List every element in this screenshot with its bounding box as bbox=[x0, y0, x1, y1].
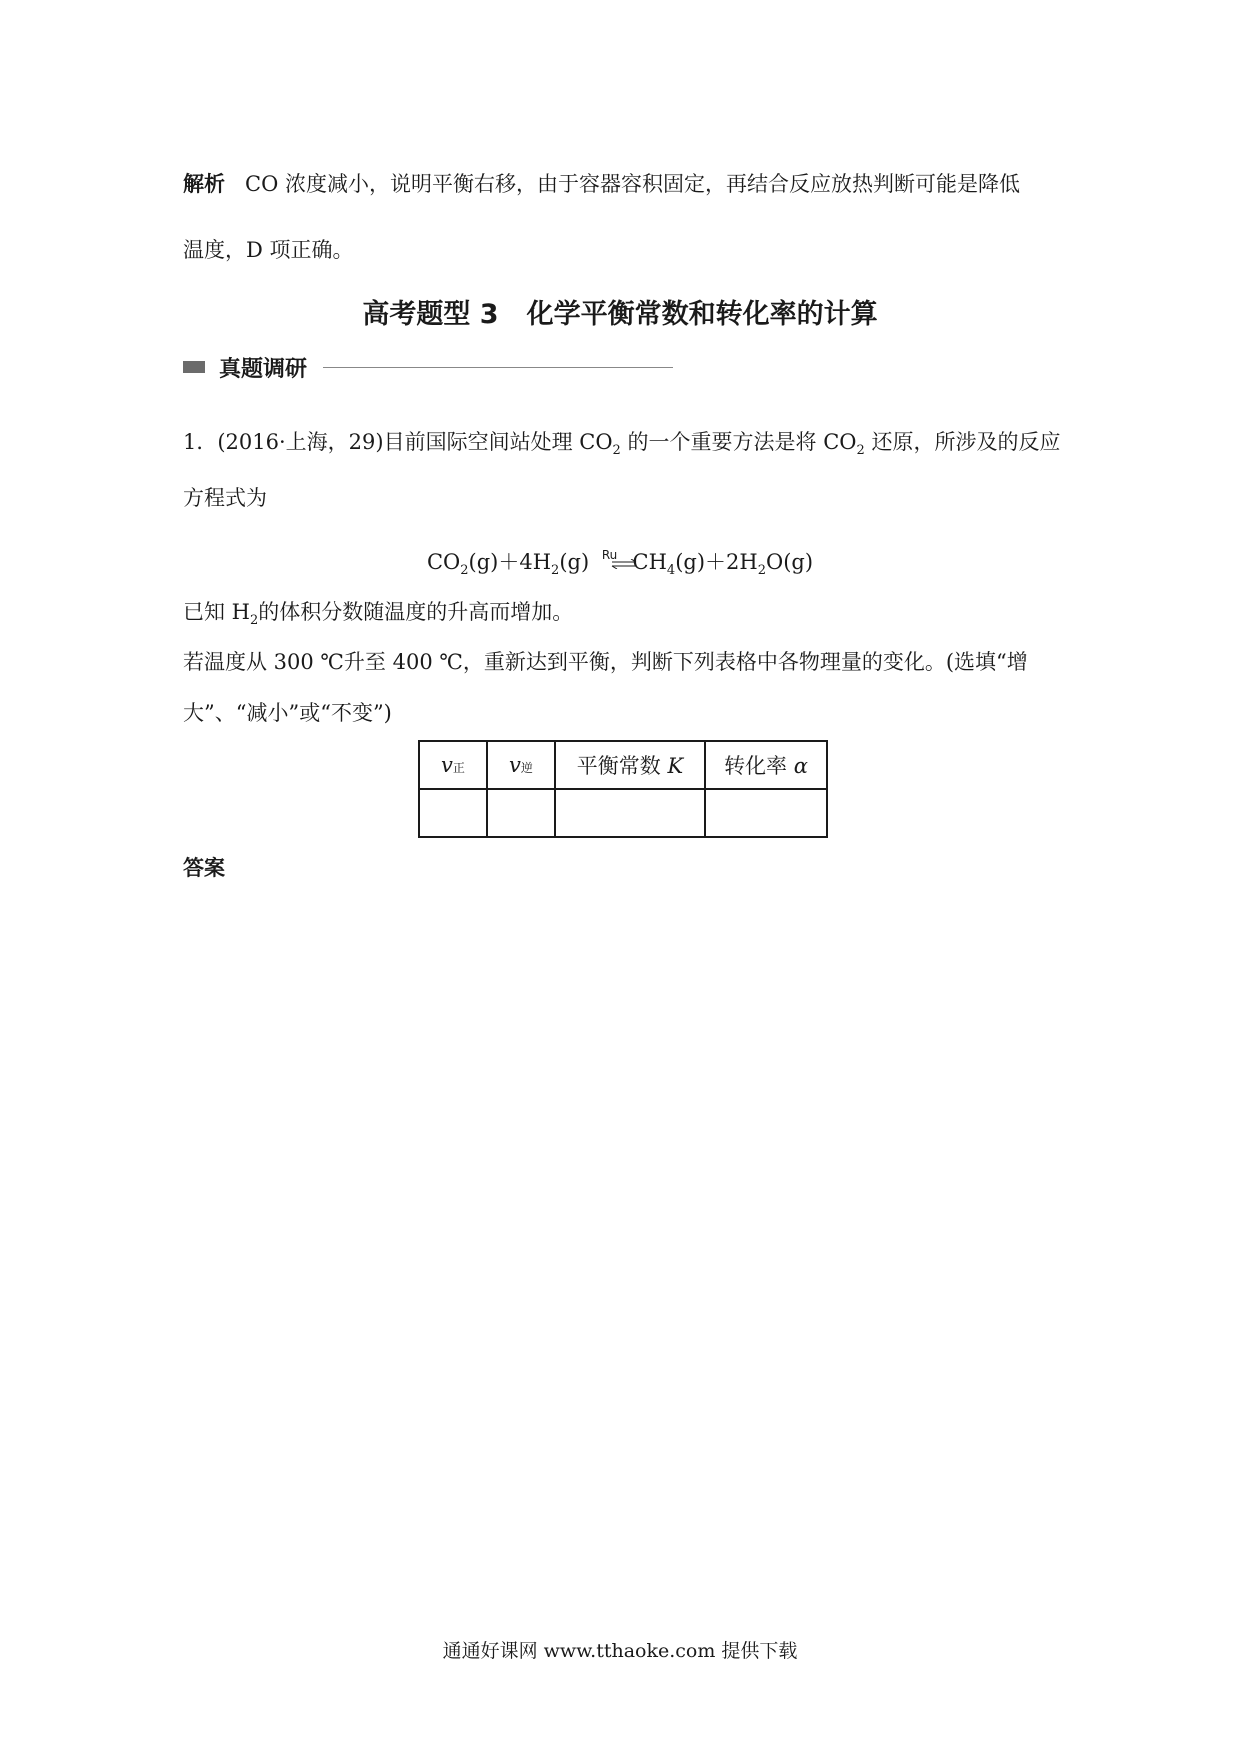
known-line bbox=[183, 598, 573, 635]
table-header-row bbox=[419, 741, 827, 789]
known-text-a: 已知 H bbox=[183, 600, 250, 624]
k-symbol: K bbox=[667, 754, 684, 778]
v-subscript: 正 bbox=[452, 761, 465, 775]
prompt-text-2: 大”、“减小”或“不变”) bbox=[183, 701, 392, 725]
eq-part: (g) bbox=[559, 550, 590, 574]
subscript: 2 bbox=[460, 563, 469, 579]
alpha-symbol: α bbox=[793, 754, 808, 778]
eq-part: (g)＋4H bbox=[468, 550, 552, 574]
answer-cell[interactable] bbox=[487, 789, 555, 837]
analysis-text-2: 温度，D 项正确。 bbox=[183, 238, 354, 262]
alpha-label: 转化率 bbox=[724, 754, 794, 778]
header-k bbox=[555, 741, 705, 789]
section-title-left: 高考题型 3 bbox=[362, 299, 499, 330]
subscript: 2 bbox=[551, 563, 560, 579]
subscript: 2 bbox=[250, 613, 259, 629]
v-subscript: 逆 bbox=[520, 761, 533, 775]
answer-label: 答案 bbox=[183, 856, 225, 880]
section-title-right: 化学平衡常数和转化率的计算 bbox=[526, 299, 878, 330]
analysis-text-1: CO 浓度减小，说明平衡右移，由于容器容积固定，再结合反应放热判断可能是降低 bbox=[245, 172, 1020, 196]
answer-cell[interactable] bbox=[419, 789, 487, 837]
known-text-b: 的体积分数随温度的升高而增加。 bbox=[258, 600, 574, 624]
analysis-label: 解析 bbox=[183, 172, 225, 196]
answer-cell[interactable] bbox=[555, 789, 705, 837]
analysis-line-1 bbox=[183, 170, 1020, 198]
eq-part: CH bbox=[632, 550, 667, 574]
eq-part: (g)＋2H bbox=[675, 550, 758, 574]
header-v-forward bbox=[419, 741, 487, 789]
header-v-reverse bbox=[487, 741, 555, 789]
v-symbol: v bbox=[509, 753, 521, 777]
analysis-line-2 bbox=[183, 236, 354, 264]
question-text-1a: 1．(2016·上海，29)目前国际空间站处理 CO bbox=[183, 430, 613, 454]
prompt-line-2 bbox=[183, 699, 392, 727]
footer-text: 通通好课网 www.tthaoke.com 提供下载 bbox=[442, 1640, 798, 1662]
reaction-equation bbox=[0, 547, 1240, 586]
question-line-2 bbox=[183, 484, 267, 512]
question-text-1b: 的一个重要方法是将 CO bbox=[627, 430, 857, 454]
reversible-arrow-svg bbox=[611, 559, 637, 569]
eq-part: CO bbox=[426, 550, 461, 574]
question-text-2: 方程式为 bbox=[183, 486, 267, 510]
prompt-line-1 bbox=[183, 648, 1028, 676]
subsection-label: 真题调研 bbox=[219, 356, 308, 382]
question-text-1c: 还原，所涉及的反应 bbox=[871, 430, 1061, 454]
catalyst-label: Ru bbox=[601, 547, 618, 562]
catalyst-arrow bbox=[596, 547, 626, 574]
answer-cell[interactable] bbox=[705, 789, 827, 837]
subscript: 2 bbox=[612, 443, 621, 459]
subscript: 2 bbox=[856, 443, 865, 459]
table-answer-row bbox=[419, 789, 827, 837]
section-title bbox=[0, 297, 1240, 333]
header-alpha bbox=[705, 741, 827, 789]
question-line-1 bbox=[183, 428, 1060, 465]
k-label: 平衡常数 bbox=[576, 754, 668, 778]
prompt-text-1: 若温度从 300 ℃升至 400 ℃，重新达到平衡，判断下列表格中各物理量的变化。(选填“增 bbox=[183, 650, 1028, 674]
subsection-rule bbox=[323, 367, 673, 368]
eq-part: O(g) bbox=[766, 550, 814, 574]
subsection-header bbox=[183, 352, 673, 382]
answer-table bbox=[418, 740, 828, 838]
v-symbol: v bbox=[441, 753, 453, 777]
subscript: 4 bbox=[666, 563, 676, 579]
subsection-marker bbox=[183, 361, 205, 373]
subscript: 2 bbox=[757, 563, 766, 579]
